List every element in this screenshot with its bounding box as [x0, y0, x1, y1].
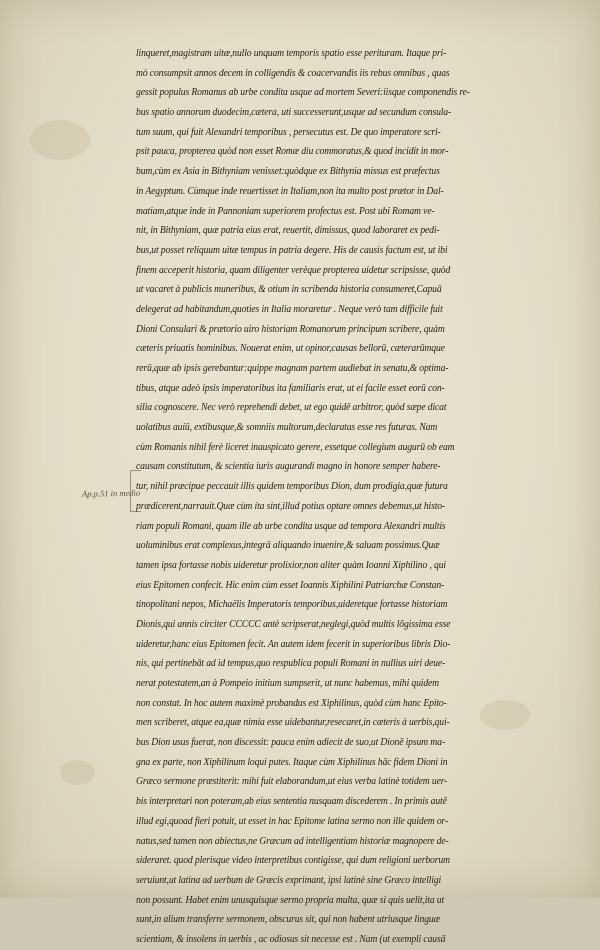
text-line: gessit populus Romanus ab urbe condita usque ad mortem Severi:iisque componendis re- — [136, 87, 470, 99]
text-line: bus spatio annorum duodecim,cætera, uti successerunt,usque ad secundum consula- — [136, 107, 452, 119]
text-line: illud egi,quoad fieri potuit, ut esset in hac Epitome latina sermo non ille quidem or- — [136, 815, 449, 827]
text-line: riam populi Romani, quam ille ab urbe condita usque ad tempora Alexandri multis — [136, 520, 446, 532]
text-line: bus Dion usus fuerat, non discessit: pauca enim adiecit de suo,ut Dionē ipsum ma- — [136, 737, 445, 749]
text-line: tamen ipsa fortasse nobis uideretur prolixior,non aliter quàm Ioanni Xiphilino , qui — [136, 559, 446, 571]
text-line: uideretur,hanc eius Epitomen fecit. An autem idem fecerit in superioribus libris Dio- — [136, 638, 451, 650]
foxing-stain — [30, 120, 90, 160]
text-line: finem acceperit historia, quam diligenter verèque propterea uidetur scripsisse, quòd — [136, 264, 451, 276]
text-line: cùm Romanis nihil ferè liceret inauspicato gerere, essetque collegium augurū ob eam — [136, 441, 455, 453]
text-line: Dionis,qui annis circiter CCCCC antè scripserat,neglegi,quòd multis lōgissima esse — [136, 618, 451, 630]
text-line: silia cognoscere. Nec verò reprehendi debet, ut ego quidē arbitror, quòd sæpe dicat — [136, 402, 447, 414]
text-line: scientiam, & insolens in uerbis , ac odiosus sit necesse est . Nam (ut exempli causā — [136, 933, 446, 945]
text-line: Dioni Consulari & prætorio uiro historiam Romanorum principum scribere, quàm — [136, 323, 445, 335]
text-line: non possunt. Habet enim unusquisque sermo propria multa, quæ si quis uelit,ita ut — [136, 894, 445, 906]
text-line: rerū,quæ ab ipsis gerebantur:quippe magnam partem audiebat in senatu,& optima- — [136, 363, 449, 374]
text-line: mò consumpsit annos decem in colligendis & coacervandis iis rebus omnibus , quas — [136, 67, 450, 79]
text-line: non constat. In hoc autem maximè probandus est Xiphilinus, quòd cùm hanc Epito- — [136, 697, 447, 709]
text-line: delegerat ad habitandum,quoties in Italia moraretur . Neque verò tam difficile fuit — [136, 303, 443, 315]
text-line: sunt,in alium transferre sermonem, obscurus sit, qui non habent utriusque linguæ — [136, 914, 440, 926]
text-line: ut vacaret à publicis muneribus, & otium in scribenda historia consumeret,Capuā — [136, 284, 442, 296]
body-text — [136, 44, 544, 950]
text-line: tinopolitani nepos, Michaëlis Imperatoris temporibus,uideretque fortasse historiam — [136, 599, 448, 611]
text-line: bus,ut posset reliquum uitæ tempus in patria degere. His de causis factum est, ut ibi — [136, 244, 448, 256]
text-line: seruiunt,ut latina ad uerbum de Græcis exprimant, ipsi latinè sine Græco intelligi — [136, 874, 442, 886]
text-line: bum,cùm ex Asia in Bithyniam venisset:quòdque ex Bithynia missus est præfectus — [136, 166, 440, 178]
text-line: nis, qui pertinebāt ad id tempus,quo respublica populi Romani in nullius uiri deue- — [136, 658, 446, 670]
text-line: uoluminibus erat complexus,integrā aliquando inuenire,& saluam possimus.Quæ — [136, 540, 440, 552]
margin-annotation: Ap.p.51 in medio — [81, 487, 141, 499]
text-line: sideraret. quod plerisque video interpretibus contigisse, qui dum religioni uerborum — [136, 855, 450, 867]
text-line: matiam,atque inde in Pannoniam superiorem profectus est. Post ubi Romam ve- — [136, 205, 435, 217]
foxing-stain — [60, 760, 95, 785]
text-line: nerat potestatem,an à Pompeio initium sumpserit, ut nunc habemus, mihi quidem — [136, 678, 440, 689]
text-line: psit pauca, propterea quòd non esset Romæ diu commoratus,& quod incidit in mor- — [136, 146, 449, 158]
text-line: uolatibus auiū, extibusque,& somniis multorum,declaratas esse res futuras. Nam — [136, 422, 438, 434]
text-line: bis interpretari non poteram,ab eius sententia nusquam discederem . In primis autē — [136, 796, 447, 808]
text-line: Græco sermone præstiterit: mihi fuit elaborandum,ut eius verba latinè totidem uer- — [136, 776, 448, 788]
text-line: prædicerent,narrauit.Quæ cùm ita sint,illud potius optare omnes debemus,ut histo- — [136, 500, 446, 512]
text-line: in Aegyptum. Cùmque inde reuertisset in Italiam,non ita multo post prætor in Dal- — [136, 185, 444, 197]
text-line: cæteris priuatis hominibus. Nouerat enim, ut opinor,causas bellorū, cæterarūmque — [136, 343, 445, 355]
text-line: tibus, atque adeò ipsis imperatoribus ita familiaris erat, ut ei facile esset eorū con- — [136, 382, 445, 394]
text-line: eius Epitomen confecit. Hic enim cùm esset Ioannis Xiphilini Patriarchæ Constan- — [136, 579, 445, 591]
text-line: nit, in Bithyniam, quæ patria eius erat, reuertit, dimissus, quod laboraret ex pedi- — [136, 225, 440, 237]
text-line: tur, nihil præcipue peccauit illis quidem temporibus Dion, dum prodigia,quæ futura — [136, 481, 448, 493]
text-line: linqueret,magistram uitæ,nullo unquam temporis spatio esse perituram. Itaque pri- — [136, 48, 447, 59]
text-line: causam constitutum, & scientia iuris augurandi magno in honore semper habere- — [136, 461, 441, 473]
text-line: gna ex parte, non Xiphilinum loqui putes. Itaque cùm Xiphilinus hāc fidem Dioni in — [136, 756, 448, 768]
text-line: tum suum, qui fuit Alexandri temporibus , persecutus est. De quo imperatore scri- — [136, 126, 441, 138]
text-line: natus,sed tamen non abiectus,ne Græcum ad intelligentiam historiæ magnopere de- — [136, 835, 449, 847]
text-line: men scriberet, atque ea,quæ nimia esse uidebantur,resecaret,in cæteris à uerbis,qui- — [136, 717, 450, 729]
